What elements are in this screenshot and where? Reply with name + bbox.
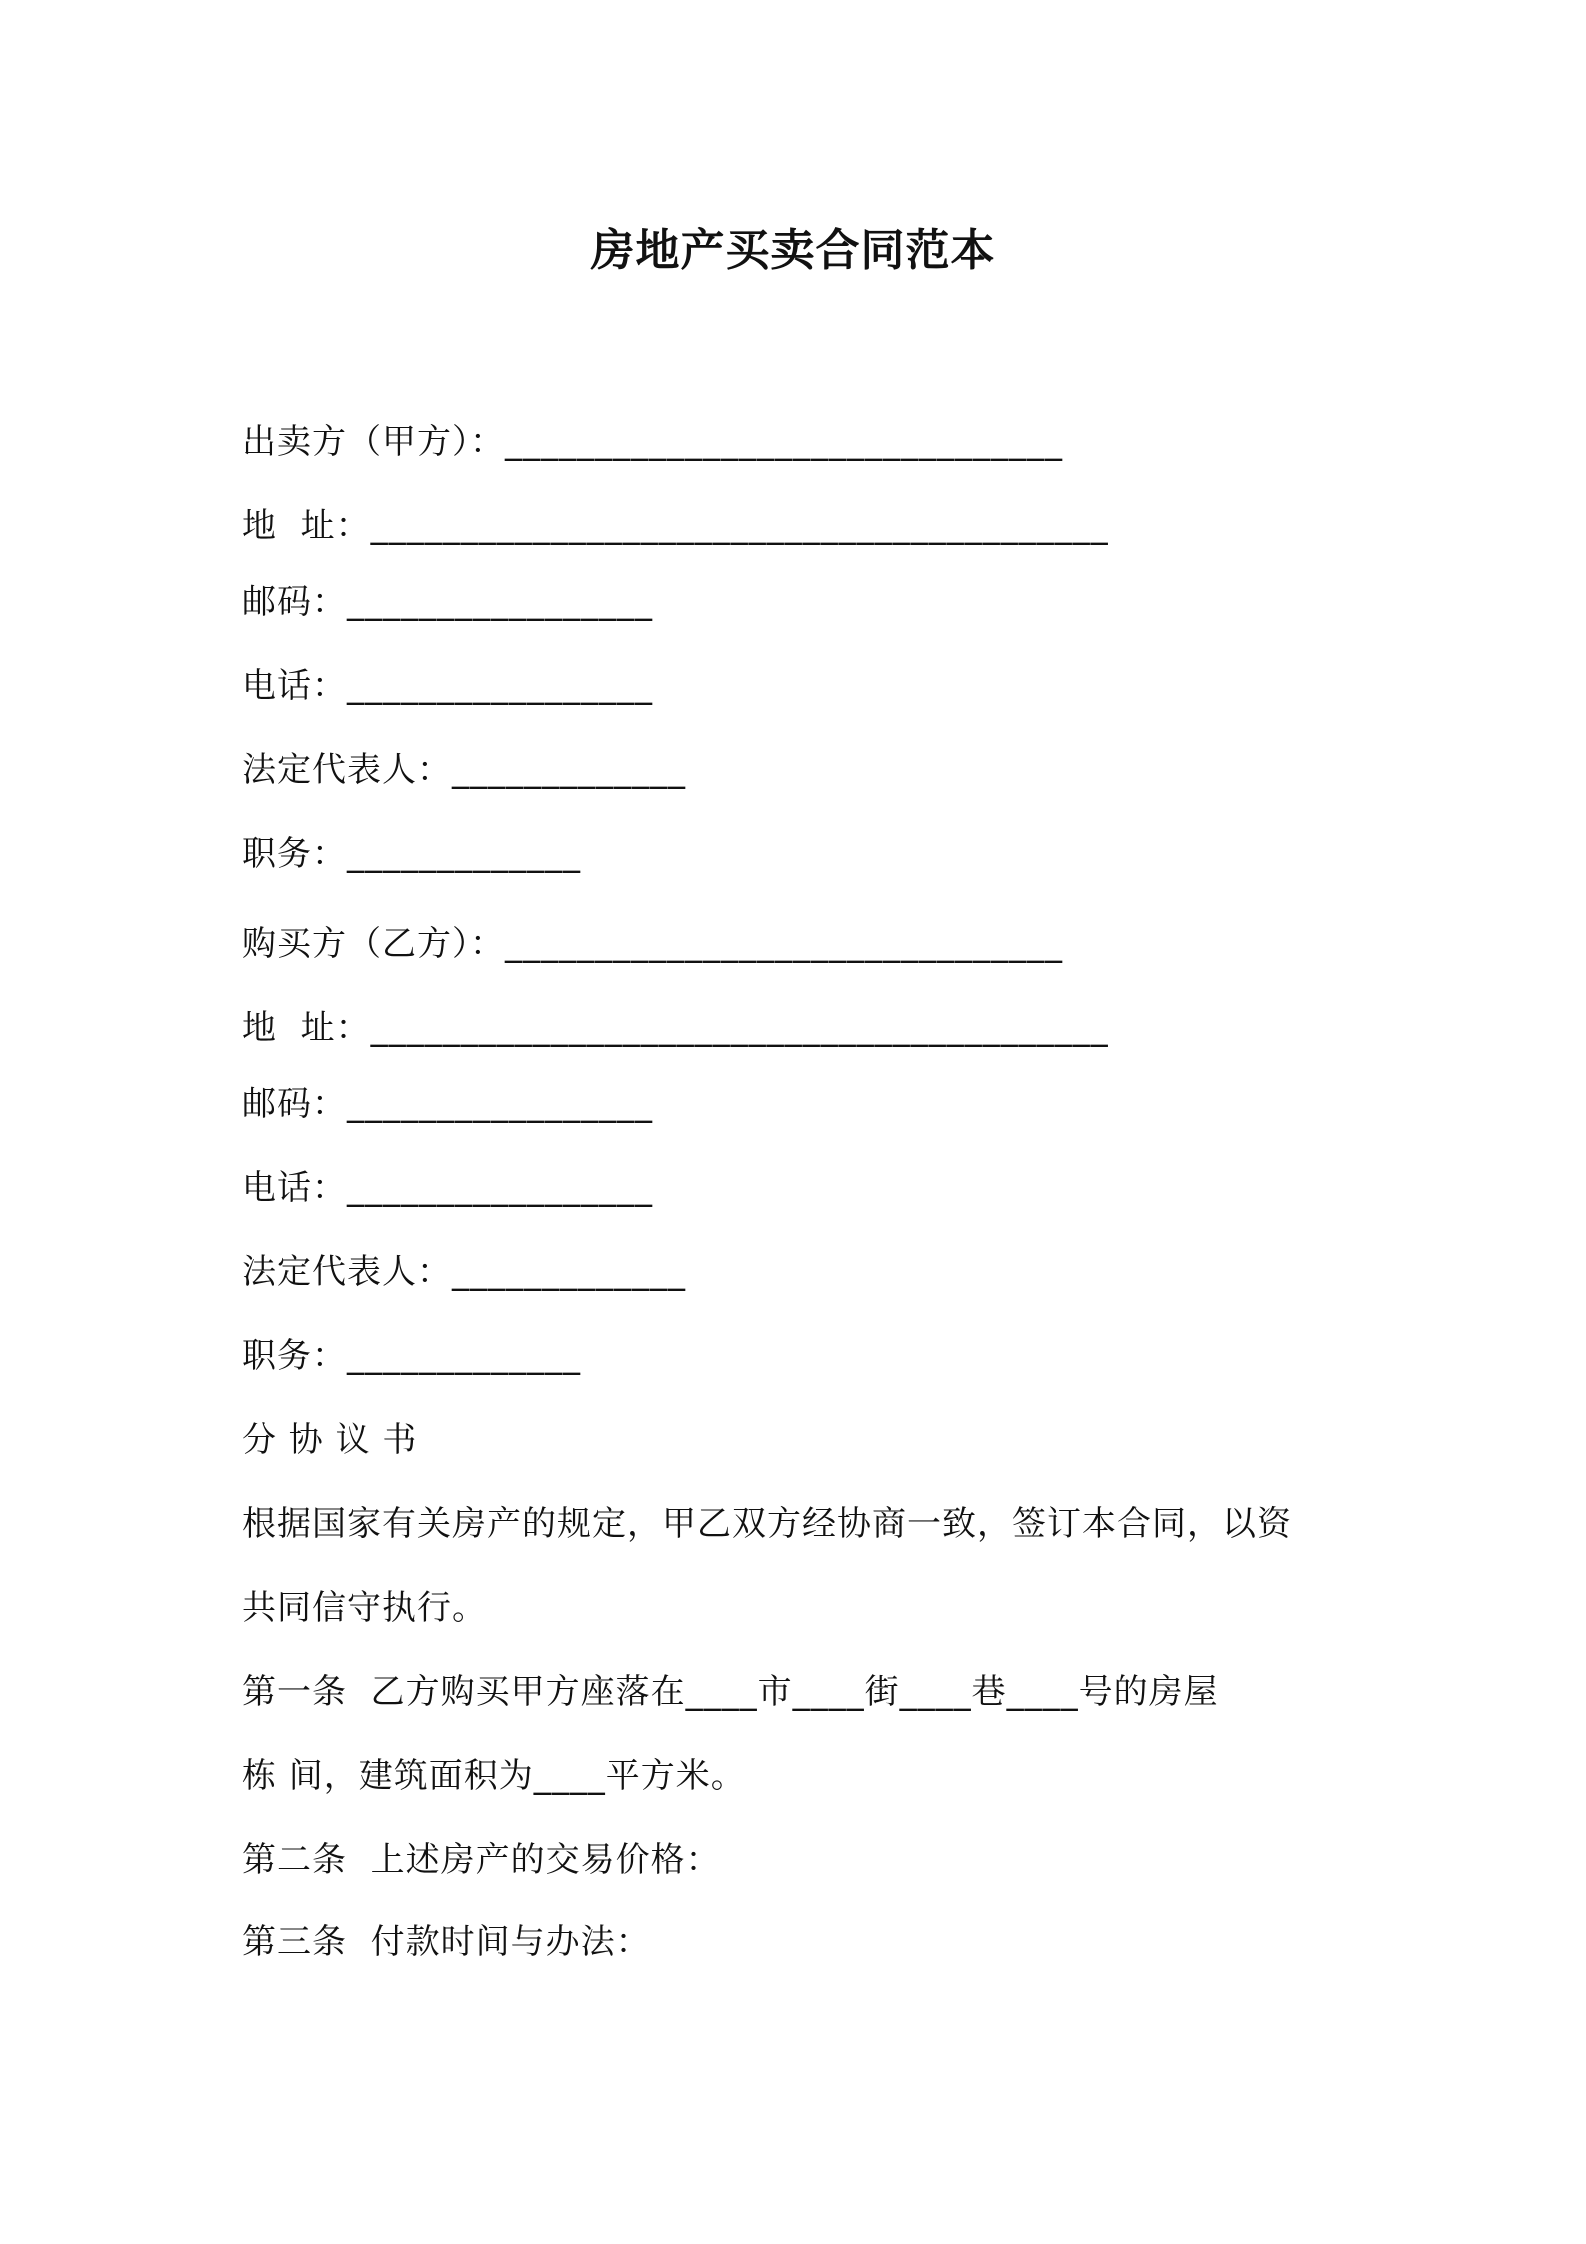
article-1-line-2: 栋 间，建筑面积为____平方米。 [242,1756,746,1796]
preamble-line-1: 根据国家有关房产的规定，甲乙双方经协商一致，签订本合同，以资 [242,1504,1292,1544]
document-title: 房地产买卖合同范本 [590,225,996,276]
article-1-line-1: 第一条 乙方购买甲方座落在____市____街____巷____号的房屋 [242,1672,1219,1712]
buyer-address-line: 地 址：_________________________________________ [242,1008,1109,1048]
seller-address-line: 地 址：_________________________________________ [242,506,1109,546]
seller-position-line: 职务：_____________ [242,834,581,874]
seller-legal-rep-line: 法定代表人：_____________ [242,750,686,790]
seller-postcode-line: 邮码：_________________ [242,582,653,622]
buyer-party-line: 购买方（乙方）：_______________________________ [242,924,1063,964]
seller-party-line: 出卖方（甲方）：_______________________________ [242,422,1063,462]
buyer-postcode-line: 邮码：_________________ [242,1084,653,1124]
section-heading: 分 协 议 书 [242,1420,418,1460]
seller-phone-line: 电话：_________________ [242,666,653,706]
article-3-line: 第三条 付款时间与办法： [242,1922,651,1962]
buyer-legal-rep-line: 法定代表人：_____________ [242,1252,686,1292]
preamble-line-2: 共同信守执行。 [242,1588,487,1628]
article-2-line: 第二条 上述房产的交易价格： [242,1840,721,1880]
buyer-position-line: 职务：_____________ [242,1336,581,1376]
buyer-phone-line: 电话：_________________ [242,1168,653,1208]
